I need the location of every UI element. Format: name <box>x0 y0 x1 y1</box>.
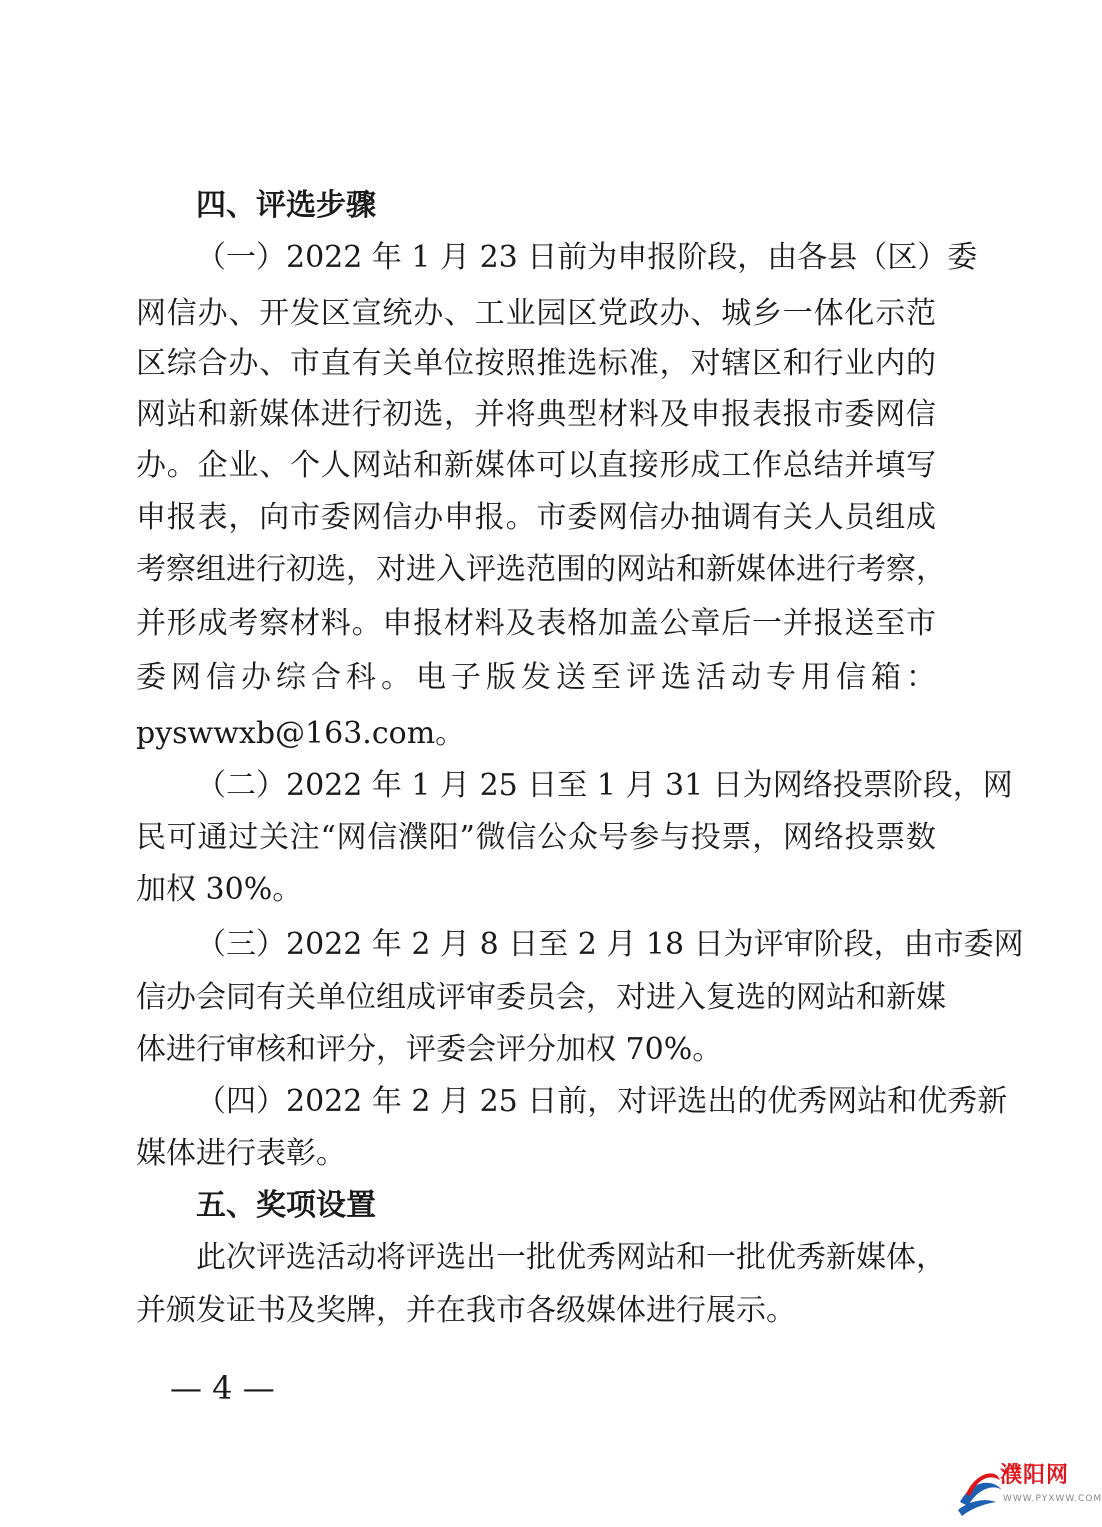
paragraph-line: 民可通过关注“网信濮阳”微信公众号参与投票，网络投票数 <box>136 820 936 855</box>
paragraph-line: （四）2022 年 2 月 25 日前，对评选出的优秀网站和优秀新 <box>196 1084 1008 1119</box>
section-heading-awards: 五、奖项设置 <box>196 1188 376 1223</box>
watermark-brand: 濮阳网 <box>1000 1463 1070 1488</box>
paragraph-line: （三）2022 年 2 月 8 日至 2 月 18 日为评审阶段，由市委网 <box>196 927 1024 962</box>
paragraph-line: 并形成考察材料。申报材料及表格加盖公章后一并报送至市 <box>136 606 936 641</box>
paragraph-line: 媒体进行表彰。 <box>136 1136 346 1171</box>
paragraph-line: 体进行审核和评分，评委会评分加权 70%。 <box>136 1032 723 1067</box>
paragraph-line: 委网信办综合科。电子版发送至评选活动专用信箱： <box>136 660 936 695</box>
paragraph-line: 并颁发证书及奖牌，并在我市各级媒体进行展示。 <box>136 1293 796 1328</box>
paragraph-line: 申报表，向市委网信办申报。市委网信办抽调有关人员组成 <box>136 500 936 535</box>
paragraph-line: 办。企业、个人网站和新媒体可以直接形成工作总结并填写 <box>136 448 936 483</box>
paragraph-line: （一）2022 年 1 月 23 日前为申报阶段，由各县（区）委 <box>196 240 978 275</box>
paragraph-line: 网站和新媒体进行初选，并将典型材料及申报表报市委网信 <box>136 397 936 432</box>
paragraph-line: 网信办、开发区宣统办、工业园区党政办、城乡一体化示范 <box>136 296 936 331</box>
email-address-line: pyswwxb@163.com。 <box>136 716 466 751</box>
paragraph-line: 信办会同有关单位组成评审委员会，对进入复选的网站和新媒 <box>136 980 946 1015</box>
paragraph-line: （二）2022 年 1 月 25 日至 1 月 31 日为网络投票阶段，网 <box>196 768 1013 803</box>
paragraph-line: 区综合办、市直有关单位按照推选标准，对辖区和行业内的 <box>136 346 936 381</box>
section-heading-steps: 四、评选步骤 <box>196 188 376 223</box>
paragraph-line: 考察组进行初选，对进入评选范围的网站和新媒体进行考察， <box>136 552 946 587</box>
paragraph-line: 此次评选活动将评选出一批优秀网站和一批优秀新媒体， <box>196 1240 946 1275</box>
watermark-url: WWW.PYXWW.COM <box>1003 1494 1102 1504</box>
page-number: — 4 — <box>170 1369 275 1407</box>
paragraph-line: 加权 30%。 <box>136 872 303 907</box>
